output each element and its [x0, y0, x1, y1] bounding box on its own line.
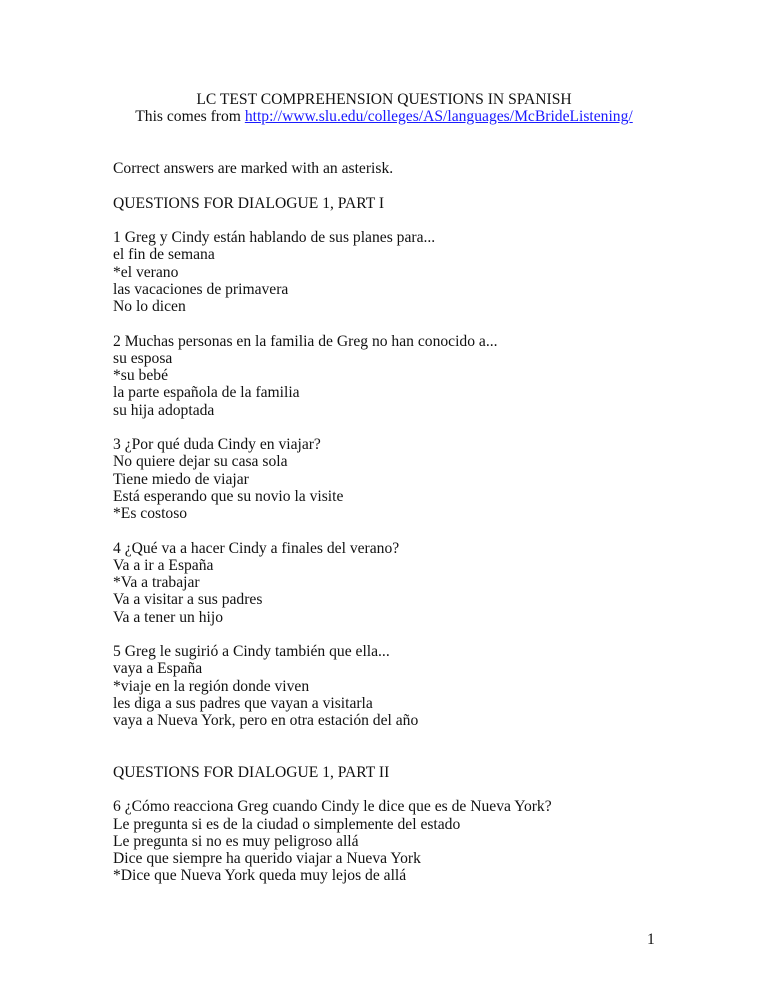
answer-option: Va a tener un hijo [113, 608, 223, 626]
answer-option: Le pregunta si no es muy peligroso allá [113, 832, 359, 850]
answer-option: No quiere dejar su casa sola [113, 453, 288, 471]
answer-option: su esposa [113, 349, 173, 367]
answer-option: su hija adoptada [113, 401, 215, 419]
question-text: 6 ¿Cómo reacciona Greg cuando Cindy le dice que es de Nueva York? [113, 798, 552, 816]
answer-option: *Dice que Nueva York queda muy lejos de allá [113, 867, 407, 885]
answer-option: la parte española de la familia [113, 384, 300, 402]
document-page [113, 91, 708, 885]
question-block [113, 798, 708, 884]
question-text: 4 ¿Qué va a hacer Cindy a finales del verano? [113, 539, 400, 557]
answer-option: el fin de semana [113, 246, 215, 264]
question-block [113, 436, 708, 522]
answer-option: las vacaciones de primavera [113, 280, 289, 298]
question-text: 2 Muchas personas en la familia de Greg no han conocido a... [113, 332, 498, 350]
answer-option: *su bebé [113, 367, 168, 384]
question-block [113, 333, 708, 419]
question-text: 1 Greg y Cindy están hablando de sus planes para... [113, 229, 436, 246]
question-text: 3 ¿Por qué duda Cindy en viajar? [113, 436, 321, 453]
page-number: 1 [647, 931, 655, 948]
section-heading: QUESTIONS FOR DIALOGUE 1, PART II [113, 763, 390, 781]
answer-option: Le pregunta si es de la ciudad o simplemente del estado [113, 815, 461, 833]
answer-option: Tiene miedo de viajar [113, 470, 249, 488]
answer-option: *viaje en la región donde viven [113, 677, 310, 695]
answer-option: Va a visitar a sus padres [113, 591, 263, 609]
answer-option: Va a ir a España [113, 556, 214, 574]
section-heading: QUESTIONS FOR DIALOGUE 1, PART I [113, 194, 385, 212]
answer-option: Dice que siempre ha querido viajar a Nueva York [113, 850, 421, 867]
document-title: LC TEST COMPREHENSION QUESTIONS IN SPANISH [196, 91, 572, 108]
answer-option: les diga a sus padres que vayan a visitarla [113, 694, 373, 712]
answer-option: *Es costoso [113, 505, 188, 522]
answer-option: vaya a Nueva York, pero en otra estación del año [113, 712, 419, 729]
source-prefix: This comes from [135, 108, 245, 126]
answer-option: No lo dicen [113, 298, 186, 315]
question-block [113, 540, 708, 626]
question-block [113, 643, 708, 729]
question-text: 5 Greg le sugirió a Cindy también que ella... [113, 643, 390, 660]
answer-option: *el verano [113, 263, 179, 281]
answer-option: Está esperando que su novio la visite [113, 487, 344, 505]
source-line [0, 108, 768, 125]
source-link[interactable]: http://www.slu.edu/colleges/AS/languages/McBrideListening/ [244, 108, 633, 126]
answer-option: vaya a España [113, 660, 203, 678]
question-block [113, 229, 708, 315]
answer-option: *Va a trabajar [113, 574, 200, 591]
instructions-note: Correct answers are marked with an asterisk. [113, 160, 394, 177]
